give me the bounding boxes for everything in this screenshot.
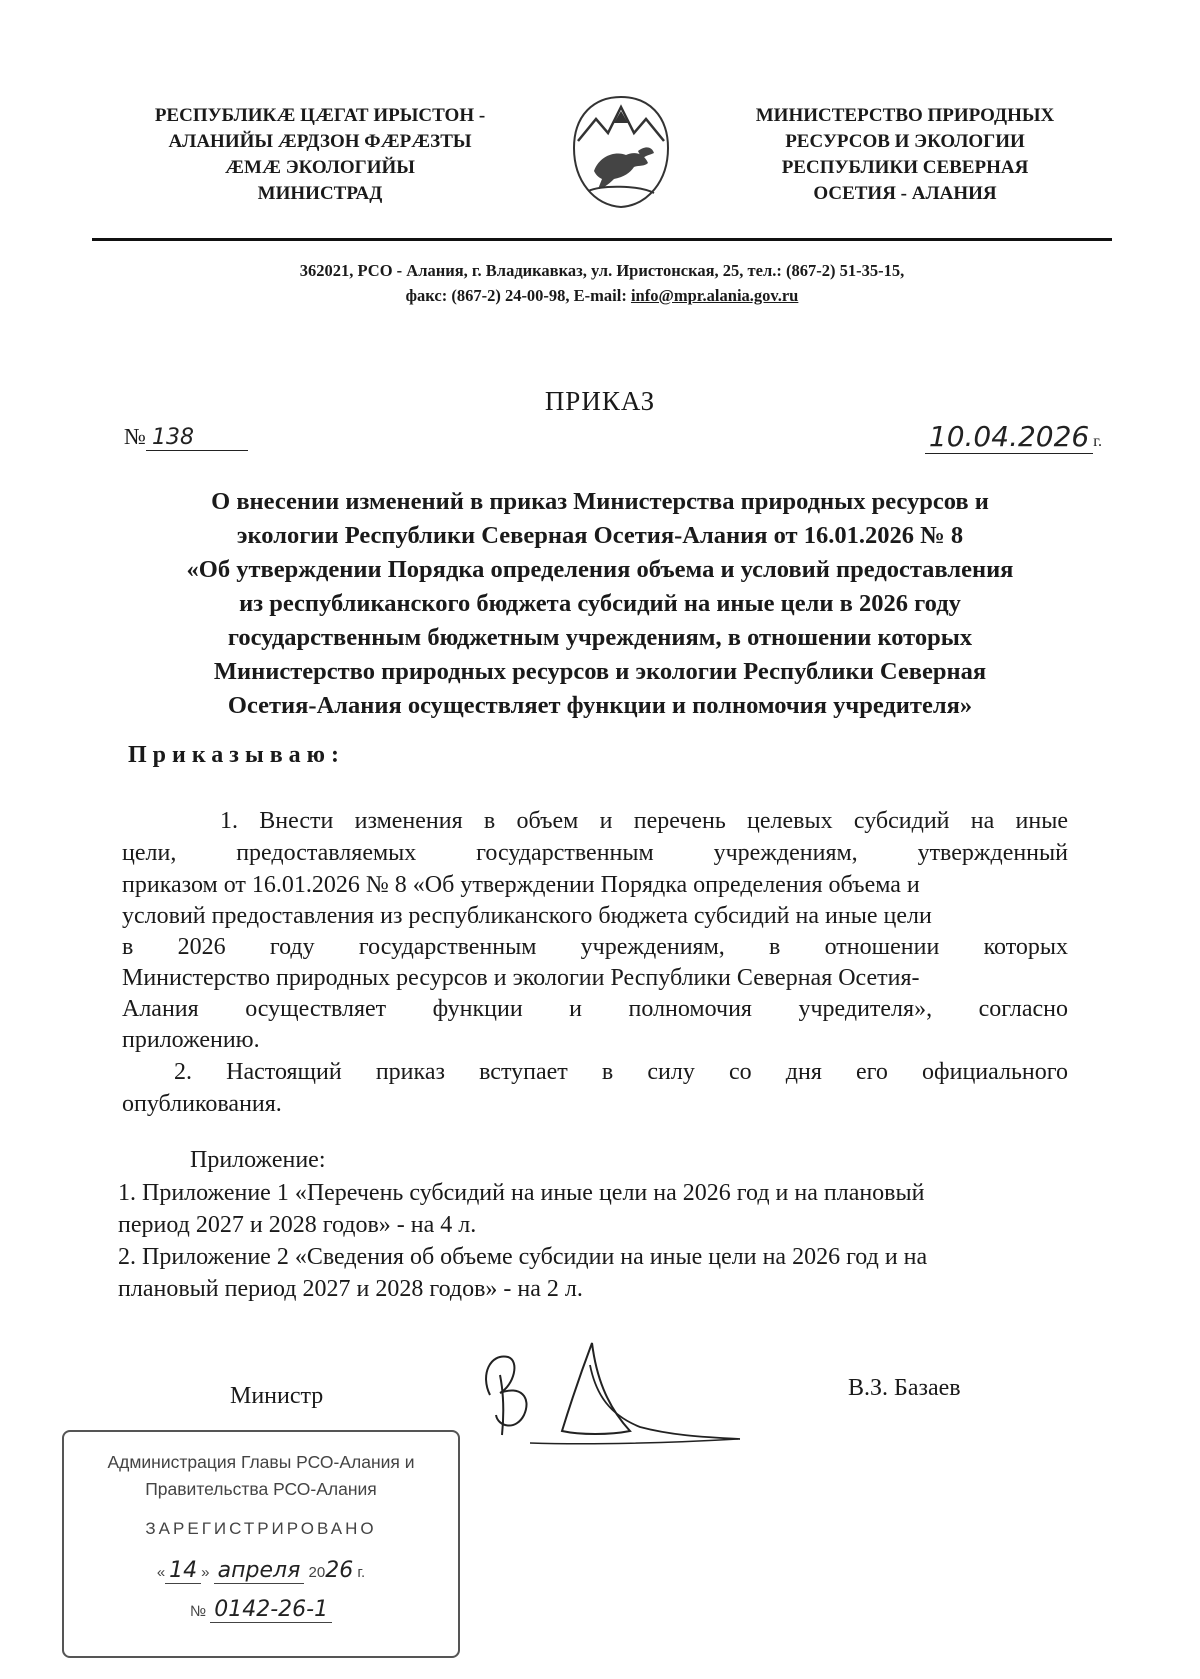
heading-line: экологии Республики Северная Осетия-Алания от 16.01.2026 № 8: [236, 522, 964, 549]
stamp-year-unit: г.: [357, 1564, 366, 1581]
number-label: №: [124, 424, 146, 449]
address-block: [92, 258, 1112, 308]
fax-text: факс: (867-2) 24-00-98, E-mail:: [405, 286, 631, 305]
number-value: 138: [146, 425, 248, 451]
stamp-reg-number: 0142-26-1: [210, 1597, 332, 1623]
order-number: [124, 424, 248, 451]
paragraph-1-line: Министерство природных ресурсов и экологии Республики Северная Осетия-: [122, 965, 920, 991]
letterhead-divider: [92, 238, 1112, 241]
signature-icon: [470, 1335, 750, 1455]
letterhead-left-line: ӔМӔ ЭКОЛОГИЙЫ: [225, 157, 415, 178]
stamp-day: 14: [165, 1558, 201, 1584]
stamp-number: [64, 1597, 458, 1622]
attachment-line: плановый период 2027 и 2028 годов» - на 2 л.: [118, 1276, 583, 1302]
paragraph-1-line: 1. Внести изменения в объем и перечень целевых субсидий на иные: [220, 808, 1068, 834]
letterhead-left: [110, 103, 530, 207]
stamp-authority-line: Администрация Главы РСО-Алания и: [107, 1452, 415, 1472]
paragraph-1-line: цели, предоставляемых государственным учреждениям, утвержденный: [122, 840, 1068, 866]
address-line: [92, 283, 1112, 308]
subject-heading: [90, 485, 1110, 723]
signer-name: В.З. Базаев: [848, 1375, 961, 1401]
registration-stamp: [62, 1430, 460, 1658]
paragraph-1-line: приложению.: [122, 1027, 260, 1053]
attachment-line: 2. Приложение 2 «Сведения об объеме субсидии на иные цели на 2026 год и на: [118, 1244, 928, 1270]
heading-line: Осетия-Алания осуществляет функции и полномочия учредителя»: [227, 692, 973, 719]
stamp-date: « 14 » апреля 2026 г.: [156, 1558, 366, 1583]
letterhead-right-line: РЕСУРСОВ И ЭКОЛОГИИ: [785, 131, 1025, 152]
document-title: ПРИКАЗ: [544, 386, 656, 416]
attachment-line: 1. Приложение 1 «Перечень субсидий на иные цели на 2026 год и на плановый: [118, 1180, 925, 1206]
stamp-number-label: №: [189, 1603, 207, 1620]
order-word: Приказываю:: [128, 742, 345, 768]
date-value: 10.04.2026: [925, 420, 1093, 454]
coat-of-arms-icon: [568, 93, 674, 211]
paragraph-1-line: в 2026 году государственным учреждениям, в отношении которых: [122, 934, 1068, 960]
letterhead-left-line: МИНИСТРАД: [257, 183, 383, 204]
letterhead-right: [720, 103, 1090, 207]
heading-line: О внесении изменений в приказ Министерства природных ресурсов и: [211, 488, 989, 515]
stamp-year-prefix: 20: [308, 1564, 326, 1581]
address-line: 362021, РСО - Алания, г. Владикавказ, ул. Иристонская, 25, тел.: (867-2) 51-35-15,: [299, 261, 905, 280]
order-date: [925, 420, 1102, 454]
date-suffix: г.: [1093, 433, 1102, 450]
letterhead-right-line: ОСЕТИЯ - АЛАНИЯ: [813, 183, 997, 204]
paragraph-1-line: Алания осуществляет функции и полномочия учредителя», согласно: [122, 996, 1068, 1022]
email-link[interactable]: info@mpr.alania.gov.ru: [630, 286, 799, 305]
stamp-year-suffix: 26: [325, 1558, 354, 1583]
paragraph-2-line: 2. Настоящий приказ вступает в силу со дня его официального: [174, 1059, 1068, 1085]
signer-title: Министр: [230, 1383, 324, 1409]
letterhead-left-line: РЕСПУБЛИКӔ ЦӔГАТ ИРЫСТОН -: [154, 105, 486, 126]
paragraph-1-line: приказом от 16.01.2026 № 8 «Об утверждении Порядка определения объема и: [122, 872, 920, 898]
heading-line: «Об утверждении Порядка определения объема и условий предоставления: [186, 556, 1014, 583]
heading-line: государственным бюджетным учреждениям, в отношении которых: [227, 624, 973, 651]
attachments-label: Приложение:: [190, 1147, 326, 1173]
stamp-authority-line: Правительства РСО-Алания: [145, 1479, 377, 1499]
paragraph-2-line: опубликования.: [122, 1091, 282, 1117]
letterhead-left-line: АЛАНИЙЫ ӔРДЗОН ФӔРӔЗТЫ: [168, 131, 472, 152]
attachment-line: период 2027 и 2028 годов» - на 4 л.: [118, 1212, 477, 1238]
stamp-month: апреля: [214, 1558, 305, 1584]
letterhead-right-line: МИНИСТЕРСТВО ПРИРОДНЫХ: [755, 105, 1055, 126]
letterhead-right-line: РЕСПУБЛИКИ СЕВЕРНАЯ: [781, 157, 1029, 178]
stamp-registered: ЗАРЕГИСТРИРОВАНО: [145, 1519, 377, 1538]
heading-line: из республиканского бюджета субсидий на иные цели в 2026 году: [239, 590, 961, 617]
paragraph-1-line: условий предоставления из республиканского бюджета субсидий на иные цели: [122, 903, 932, 929]
heading-line: Министерство природных ресурсов и экологии Республики Северная: [213, 658, 987, 685]
